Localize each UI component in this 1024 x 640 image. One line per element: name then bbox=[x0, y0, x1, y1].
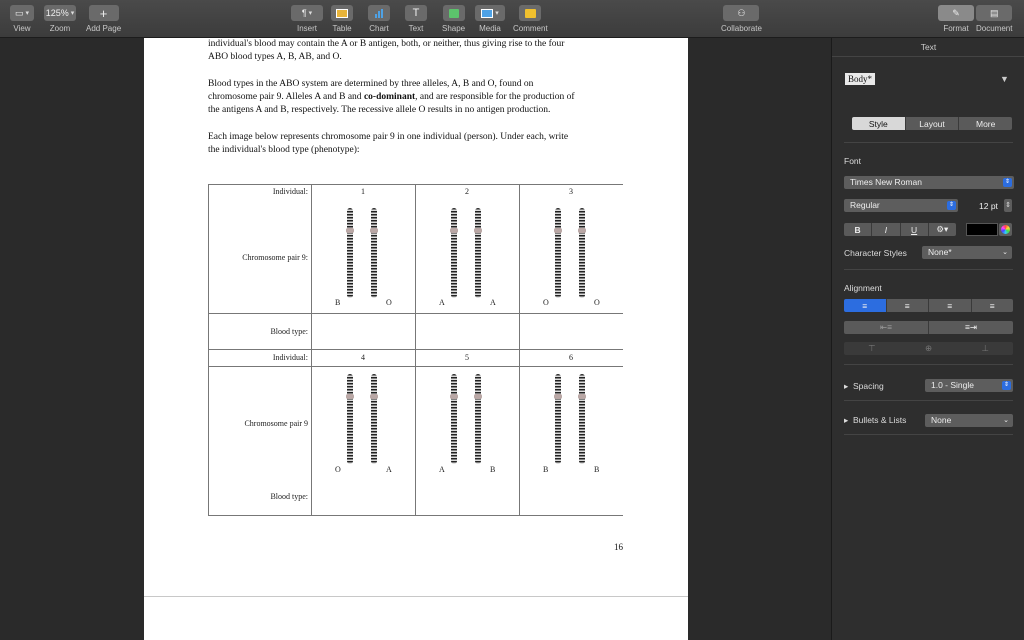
align-middle-icon[interactable]: ⊕ bbox=[901, 342, 958, 355]
paragraph-style-selector[interactable]: Body* bbox=[845, 73, 875, 85]
pilcrow-icon: ¶ bbox=[301, 8, 307, 18]
zoom-button[interactable]: 125% ▾ Zoom bbox=[44, 5, 76, 33]
format-button[interactable]: ✎ Format bbox=[938, 5, 974, 33]
chevron-down-icon[interactable]: ▼ bbox=[1000, 74, 1009, 84]
chart-button[interactable]: Chart bbox=[368, 5, 390, 33]
document-icon: ▤ bbox=[976, 5, 1012, 21]
character-styles-label: Character Styles bbox=[844, 248, 907, 258]
text-icon: T bbox=[405, 5, 427, 21]
chromosome bbox=[347, 208, 353, 298]
toolbar bbox=[0, 0, 1024, 38]
vertical-align-buttons bbox=[844, 342, 1013, 355]
chromosome bbox=[347, 374, 353, 464]
gear-icon[interactable]: ⚙▾ bbox=[929, 223, 956, 236]
individual-number: 4 bbox=[361, 353, 365, 362]
media-icon: ▾ bbox=[475, 5, 505, 21]
chromosome bbox=[579, 374, 585, 464]
allele-label: B bbox=[490, 465, 496, 474]
align-top-icon[interactable]: ⊤ bbox=[844, 342, 901, 355]
spacing-disclosure[interactable]: ▸ Spacing bbox=[844, 381, 884, 391]
chromosome bbox=[475, 374, 481, 464]
view-button[interactable]: ▭ ▾ View bbox=[10, 5, 34, 33]
font-size-value[interactable]: 12 pt bbox=[979, 201, 998, 211]
color-wheel-icon[interactable] bbox=[999, 223, 1012, 236]
individual-number: 5 bbox=[465, 353, 469, 362]
collaborate-button[interactable]: ⚇ Collaborate bbox=[721, 5, 762, 33]
paragraph-3: Each image below represents chromosome pair 9 in one individual (person). Under each, write the individual's blood type (phenotype): bbox=[208, 132, 569, 155]
individual-number: 6 bbox=[569, 353, 573, 362]
blood-type-label: Blood type: bbox=[270, 492, 308, 501]
chromosome bbox=[451, 374, 457, 464]
chromosome-pair-label: Chromosome pair 9 bbox=[244, 419, 308, 428]
sidebar-header: Text bbox=[920, 42, 937, 52]
chromosome bbox=[555, 374, 561, 464]
text-style-buttons bbox=[844, 223, 956, 236]
increase-indent-icon[interactable]: ≡⇥ bbox=[929, 321, 1013, 334]
plus-icon: + bbox=[89, 5, 119, 21]
font-size-stepper[interactable]: ⇕ bbox=[1004, 199, 1012, 212]
table-icon bbox=[331, 5, 353, 21]
shape-button[interactable]: Shape bbox=[442, 5, 465, 33]
document-page[interactable] bbox=[144, 38, 688, 640]
blood-type-label: Blood type: bbox=[270, 327, 308, 336]
allele-label: O bbox=[335, 465, 341, 474]
page-number: 16 bbox=[614, 542, 623, 552]
align-center-icon[interactable]: ≡ bbox=[887, 299, 930, 312]
format-sidebar bbox=[831, 38, 1024, 640]
allele-label: B bbox=[594, 465, 600, 474]
chart-icon bbox=[368, 5, 390, 21]
stepper-icon: ⇕ bbox=[1003, 382, 1010, 388]
stepper-icon: ⇕ bbox=[1004, 179, 1011, 185]
decrease-indent-icon[interactable]: ⇤≡ bbox=[844, 321, 929, 334]
disclosure-triangle-icon: ▸ bbox=[844, 381, 849, 391]
allele-label: B bbox=[335, 298, 341, 307]
font-label: Font bbox=[844, 156, 862, 166]
individual-number: 3 bbox=[569, 187, 573, 196]
chromosome bbox=[555, 208, 561, 298]
spacing-select[interactable]: 1.0 - Single ⇕ bbox=[925, 379, 1013, 392]
character-styles-select[interactable]: None* ⌄ bbox=[922, 246, 1012, 259]
allele-label: O bbox=[386, 298, 392, 307]
zoom-value: 125% bbox=[45, 8, 69, 18]
comment-button[interactable]: Comment bbox=[513, 5, 548, 33]
add-page-button[interactable]: + Add Page bbox=[86, 5, 122, 33]
tab-layout[interactable]: Layout bbox=[906, 117, 960, 130]
italic-button[interactable]: I bbox=[872, 223, 900, 236]
font-family-select[interactable]: Times New Roman ⇕ bbox=[844, 176, 1014, 189]
allele-label: O bbox=[594, 298, 600, 307]
align-left-icon[interactable]: ≡ bbox=[844, 299, 887, 312]
paintbrush-icon: ✎ bbox=[938, 5, 974, 21]
shape-icon bbox=[443, 5, 465, 21]
align-right-icon[interactable]: ≡ bbox=[929, 299, 972, 312]
paragraph-1: individual's blood may contain the A or B antigen, both, or neither, thus giving rise to the four ABO blood types A, B, AB, and O. bbox=[208, 39, 565, 62]
page-break bbox=[144, 596, 688, 597]
view-icon: ▭ ▾ bbox=[10, 5, 34, 21]
chromosome-table bbox=[208, 184, 623, 516]
bold-button[interactable]: B bbox=[844, 223, 872, 236]
font-weight-select[interactable]: Regular ⇕ bbox=[844, 199, 958, 212]
allele-label: A bbox=[386, 465, 392, 474]
align-justify-icon[interactable]: ≡ bbox=[972, 299, 1014, 312]
insert-button[interactable]: ¶ ▾ Insert bbox=[291, 5, 323, 33]
allele-label: B bbox=[543, 465, 549, 474]
tab-more[interactable]: More bbox=[959, 117, 1012, 130]
text-color-well[interactable] bbox=[966, 223, 998, 236]
individual-number: 1 bbox=[361, 187, 365, 196]
comment-icon bbox=[519, 5, 541, 21]
stepper-icon: ⇕ bbox=[948, 202, 955, 208]
disclosure-triangle-icon: ▸ bbox=[844, 415, 849, 425]
align-bottom-icon[interactable]: ⊥ bbox=[957, 342, 1013, 355]
document-button[interactable]: ▤ Document bbox=[976, 5, 1012, 33]
alignment-buttons bbox=[844, 299, 1013, 312]
chevron-down-icon: ⌄ bbox=[1003, 417, 1009, 424]
tab-style[interactable]: Style bbox=[852, 117, 906, 130]
chevron-down-icon: ⌄ bbox=[1002, 249, 1008, 256]
individual-label: Individual: bbox=[272, 187, 308, 196]
individual-label: Individual: bbox=[272, 353, 308, 362]
chromosome bbox=[579, 208, 585, 298]
bullets-disclosure[interactable]: ▸ Bullets & Lists bbox=[844, 415, 907, 425]
allele-label: A bbox=[439, 298, 445, 307]
allele-label: A bbox=[490, 298, 496, 307]
bullets-select[interactable]: None ⌄ bbox=[925, 414, 1013, 427]
table-button[interactable]: Table bbox=[331, 5, 353, 33]
chromosome bbox=[451, 208, 457, 298]
collaborate-icon: ⚇ bbox=[723, 5, 759, 21]
media-button[interactable]: ▾ Media bbox=[475, 5, 505, 33]
chromosome bbox=[371, 208, 377, 298]
sidebar-tabs bbox=[852, 117, 1012, 130]
underline-button[interactable]: U bbox=[901, 223, 929, 236]
allele-label: A bbox=[439, 465, 445, 474]
chromosome bbox=[371, 374, 377, 464]
indent-buttons bbox=[844, 321, 1013, 334]
alignment-label: Alignment bbox=[844, 283, 882, 293]
allele-label: O bbox=[543, 298, 549, 307]
paragraph-2: Blood types in the ABO system are determined by three alleles, A, B and O, found on chromosome pair 9. Alleles A and B and co-dominant, and are responsible for the production of the antigens A and B, respectively. The recessive allele O results in no antigen production. bbox=[208, 79, 575, 115]
chromosome bbox=[475, 208, 481, 298]
text-button[interactable]: T Text bbox=[405, 5, 427, 33]
chromosome-pair-label: Chromosome pair 9: bbox=[242, 253, 308, 262]
individual-number: 2 bbox=[465, 187, 469, 196]
